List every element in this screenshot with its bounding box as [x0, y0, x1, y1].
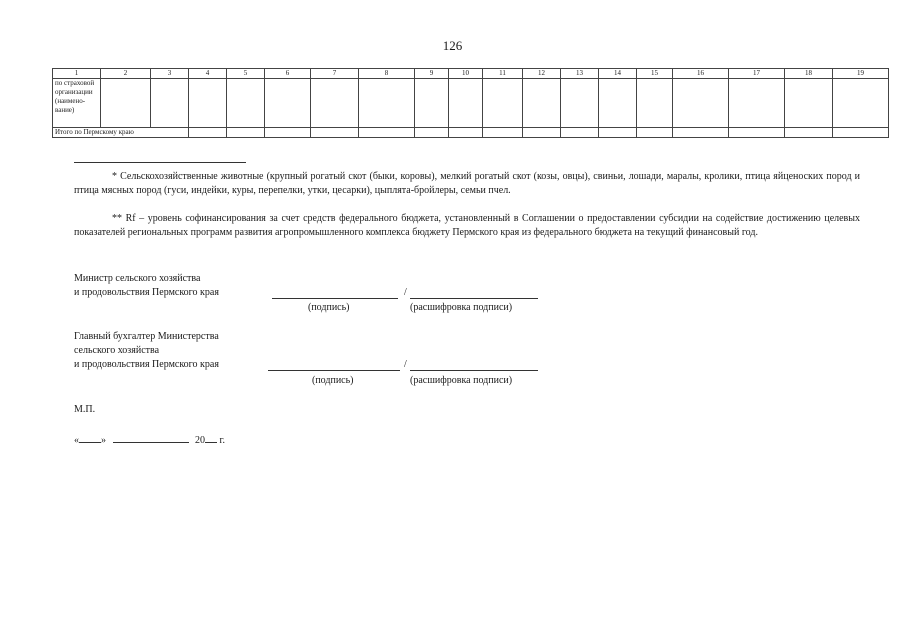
- column-header: 3: [151, 69, 189, 79]
- table-cell: [785, 128, 833, 138]
- table-cell: [359, 128, 415, 138]
- column-header: 17: [729, 69, 785, 79]
- column-header: 13: [561, 69, 599, 79]
- stamp-place: М.П.: [74, 404, 96, 415]
- year-suffix: г.: [219, 435, 225, 446]
- column-header: 4: [189, 69, 227, 79]
- table-cell: [449, 128, 483, 138]
- table-cell: [189, 128, 227, 138]
- signature-separator: /: [404, 287, 407, 298]
- minister-decode-line[interactable]: [410, 287, 538, 299]
- signature-caption: (подпись): [312, 375, 354, 386]
- row-label-line: (наимено-: [55, 97, 86, 105]
- table-cell: [523, 79, 561, 128]
- column-header: 11: [483, 69, 523, 79]
- row-label-line: организации: [55, 88, 93, 96]
- total-label: Итого по Пермскому краю: [53, 128, 189, 138]
- accountant-title-line: сельского хозяйства: [74, 345, 160, 356]
- year-prefix: 20: [195, 435, 205, 446]
- minister-signature-line[interactable]: [272, 287, 398, 299]
- table-cell: [833, 79, 889, 128]
- decode-caption: (расшифровка подписи): [410, 302, 513, 313]
- table-cell: [523, 128, 561, 138]
- table-cell: [311, 79, 359, 128]
- table-cell: [673, 128, 729, 138]
- table-cell: [561, 79, 599, 128]
- table-cell: [483, 128, 523, 138]
- table-cell: [599, 128, 637, 138]
- table-cell: [415, 79, 449, 128]
- minister-title: [74, 272, 219, 300]
- accountant-title: [74, 330, 219, 372]
- signature-caption: (подпись): [308, 302, 350, 313]
- table-cell: [729, 128, 785, 138]
- column-header: 10: [449, 69, 483, 79]
- table-cell: [785, 79, 833, 128]
- footnote-divider: [74, 162, 246, 163]
- table-cell: [483, 79, 523, 128]
- accountant-title-line: и продовольствия Пермского края: [74, 359, 219, 370]
- table-cell: [265, 128, 311, 138]
- table-header-row: [53, 69, 889, 79]
- column-header: 2: [101, 69, 151, 79]
- table-row: [53, 79, 889, 128]
- page-number: 126: [442, 38, 463, 53]
- table-cell: [101, 79, 151, 128]
- table-cell: [673, 79, 729, 128]
- column-header: 5: [227, 69, 265, 79]
- table-total-row: [53, 128, 889, 138]
- table-cell: [637, 128, 673, 138]
- signature-separator: /: [404, 359, 407, 370]
- table-cell: [729, 79, 785, 128]
- column-header: 7: [311, 69, 359, 79]
- month-blank[interactable]: [113, 432, 189, 443]
- accountant-decode-line[interactable]: [410, 359, 538, 371]
- table-cell: [189, 79, 227, 128]
- decode-caption: (расшифровка подписи): [410, 375, 513, 386]
- accountant-title-line: Главный бухгалтер Министерства: [74, 331, 219, 342]
- minister-title-line: Министр сельского хозяйства: [74, 273, 201, 284]
- table-cell: [415, 128, 449, 138]
- table-cell: [833, 128, 889, 138]
- column-header: 12: [523, 69, 561, 79]
- table-cell: [311, 128, 359, 138]
- column-header: 18: [785, 69, 833, 79]
- column-header: 9: [415, 69, 449, 79]
- column-header: 19: [833, 69, 889, 79]
- day-blank[interactable]: [79, 432, 101, 443]
- table-cell: [227, 128, 265, 138]
- table-cell: [449, 79, 483, 128]
- row-label-line: вание): [55, 106, 75, 114]
- column-header: 6: [265, 69, 311, 79]
- accountant-signature-line[interactable]: [268, 359, 400, 371]
- date-open-quote: «: [74, 435, 79, 446]
- row-label: [53, 79, 101, 128]
- footnote-animals: * Сельскохозяйственные животные (крупный рогатый скот (быки, коровы), мелкий рогатый скот (козы, овцы), свиньи, лошади, маралы, кролики, птица яйценоских пород и птица мясных пород (гуси, индейки, куры, перепелки, утки, цесарки), цыплята-бройлеры, семьи пчел.: [74, 171, 860, 196]
- footnote-rf: ** Rf – уровень софинансирования за счет средств федерального бюджета, установленный в Соглашении о предоставлении субсидии на содействие достижению целевых показателей региональных программ развития агропромышленного комплекса бюджету Пермского края из федерального бюджета на текущий финансовый год.: [74, 213, 860, 238]
- table-cell: [265, 79, 311, 128]
- table-cell: [561, 128, 599, 138]
- column-header: 8: [359, 69, 415, 79]
- data-table: [52, 68, 889, 138]
- year-blank[interactable]: [205, 432, 217, 443]
- column-header: 14: [599, 69, 637, 79]
- minister-title-line: и продовольствия Пермского края: [74, 287, 219, 298]
- column-header: 15: [637, 69, 673, 79]
- column-header: 16: [673, 69, 729, 79]
- table-cell: [599, 79, 637, 128]
- table-cell: [359, 79, 415, 128]
- table-cell: [227, 79, 265, 128]
- date-close-quote: »: [101, 435, 106, 446]
- row-label-line: по страховой: [55, 79, 95, 87]
- table-cell: [151, 79, 189, 128]
- date-line: [74, 432, 225, 446]
- column-header: 1: [53, 69, 101, 79]
- table-cell: [637, 79, 673, 128]
